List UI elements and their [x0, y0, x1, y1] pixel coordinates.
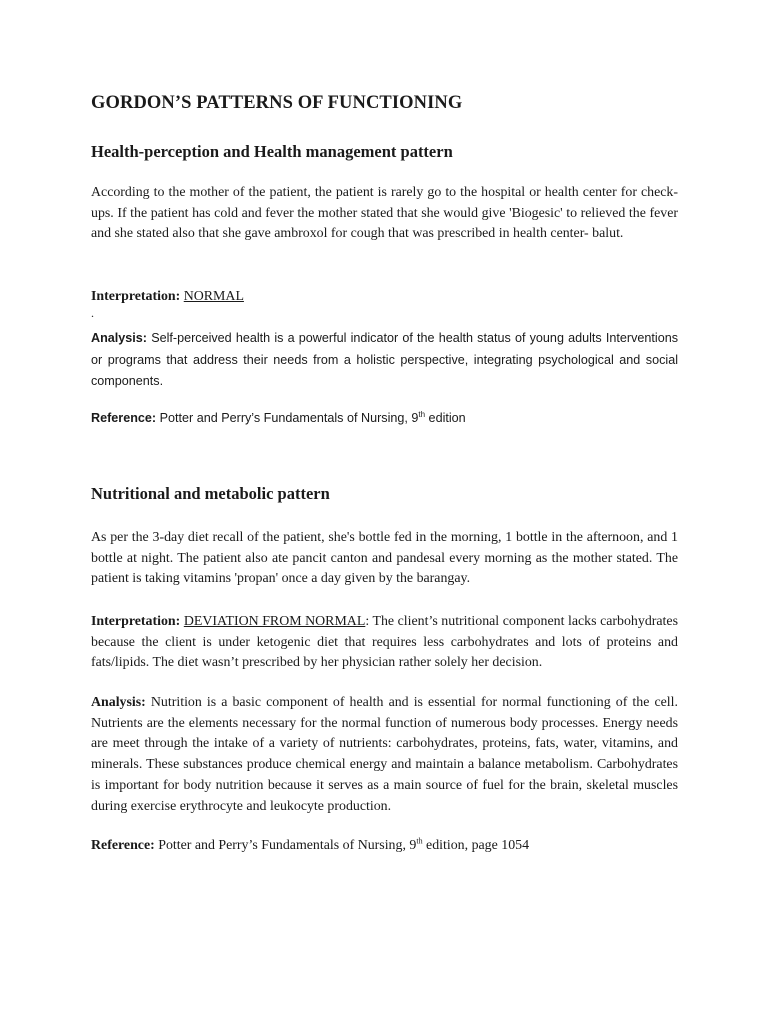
interpretation-health-perception [91, 287, 678, 308]
analysis-nutritional-metabolic [91, 693, 678, 817]
stray-mark: . [91, 306, 94, 320]
interpretation-label: Interpretation: [91, 289, 181, 304]
section-body-nutritional-metabolic: As per the 3-day diet recall of the patient, she's bottle fed in the morning, 1 bottle in the afternoon, and 1 bottle at night. The patient also ate pancit canton and pandesal every morning as the mother stated. The patient is taking vitamins 'propan' once a day given by the barangay. [91, 530, 678, 587]
section-heading-health-perception: Health-perception and Health management pattern [91, 142, 453, 161]
analysis-text: Nutrition is a basic component of health and is essential for normal functioning of the cell. Nutrients are the elements necessary for the normal function of numerous body processes. Energy needs are meet through the intake of a variety of nutrients: carbohydrates, proteins, fats, water, vitamins, and minerals. These substances produce chemical energy and maintain a balance metabolism. Carbohydrates is important for body nutrition because it serves as a main source of fuel for the brain, skeletal muscles during exercise erythrocyte and leukocyte production. [91, 695, 678, 814]
interpretation-nutritional-metabolic [91, 612, 678, 674]
reference-nutritional-metabolic [91, 836, 678, 857]
analysis-label: Analysis: [91, 331, 147, 345]
reference-suffix: edition, page 1054 [422, 838, 530, 853]
analysis-health-perception [91, 328, 678, 393]
interpretation-value: NORMAL [183, 289, 244, 304]
interpretation-value: DEVIATION FROM NORMAL [183, 614, 366, 629]
analysis-label: Analysis: [91, 695, 146, 710]
interpretation-label: Interpretation: [91, 614, 181, 629]
reference-label: Reference: [91, 838, 155, 853]
reference-health-perception [91, 408, 678, 430]
interpretation-text: : The client’s nutritional component lacks carbohydrates because the client is under ketogenic diet that requires less carbohydrates and lots of proteins and fats/lipids. The diet wasn’t prescribed by her physician rather solely her decision. [91, 614, 678, 671]
reference-label: Reference: [91, 411, 157, 425]
analysis-text: Self-perceived health is a powerful indicator of the health status of young adults Interventions or programs that address their needs from a holistic perspective, integrating psychological and social components. [91, 331, 679, 388]
reference-superscript: th [416, 836, 423, 846]
reference-text: Potter and Perry’s Fundamentals of Nursing, 9 [158, 838, 417, 853]
document-title: GORDON’S PATTERNS OF FUNCTIONING [91, 93, 463, 113]
reference-suffix: edition [425, 411, 466, 425]
section-heading-nutritional-metabolic: Nutritional and metabolic pattern [91, 484, 330, 503]
reference-text: Potter and Perry’s Fundamentals of Nursing, 9 [159, 411, 419, 425]
reference-superscript: th [418, 409, 426, 419]
section-body-health-perception: According to the mother of the patient, the patient is rarely go to the hospital or health center for check-ups. If the patient has cold and fever the mother stated that she would give 'Biogesic' to relieved the fever and she stated also that she gave ambroxol for cough that was prescribed in health center- balut. [91, 185, 678, 242]
